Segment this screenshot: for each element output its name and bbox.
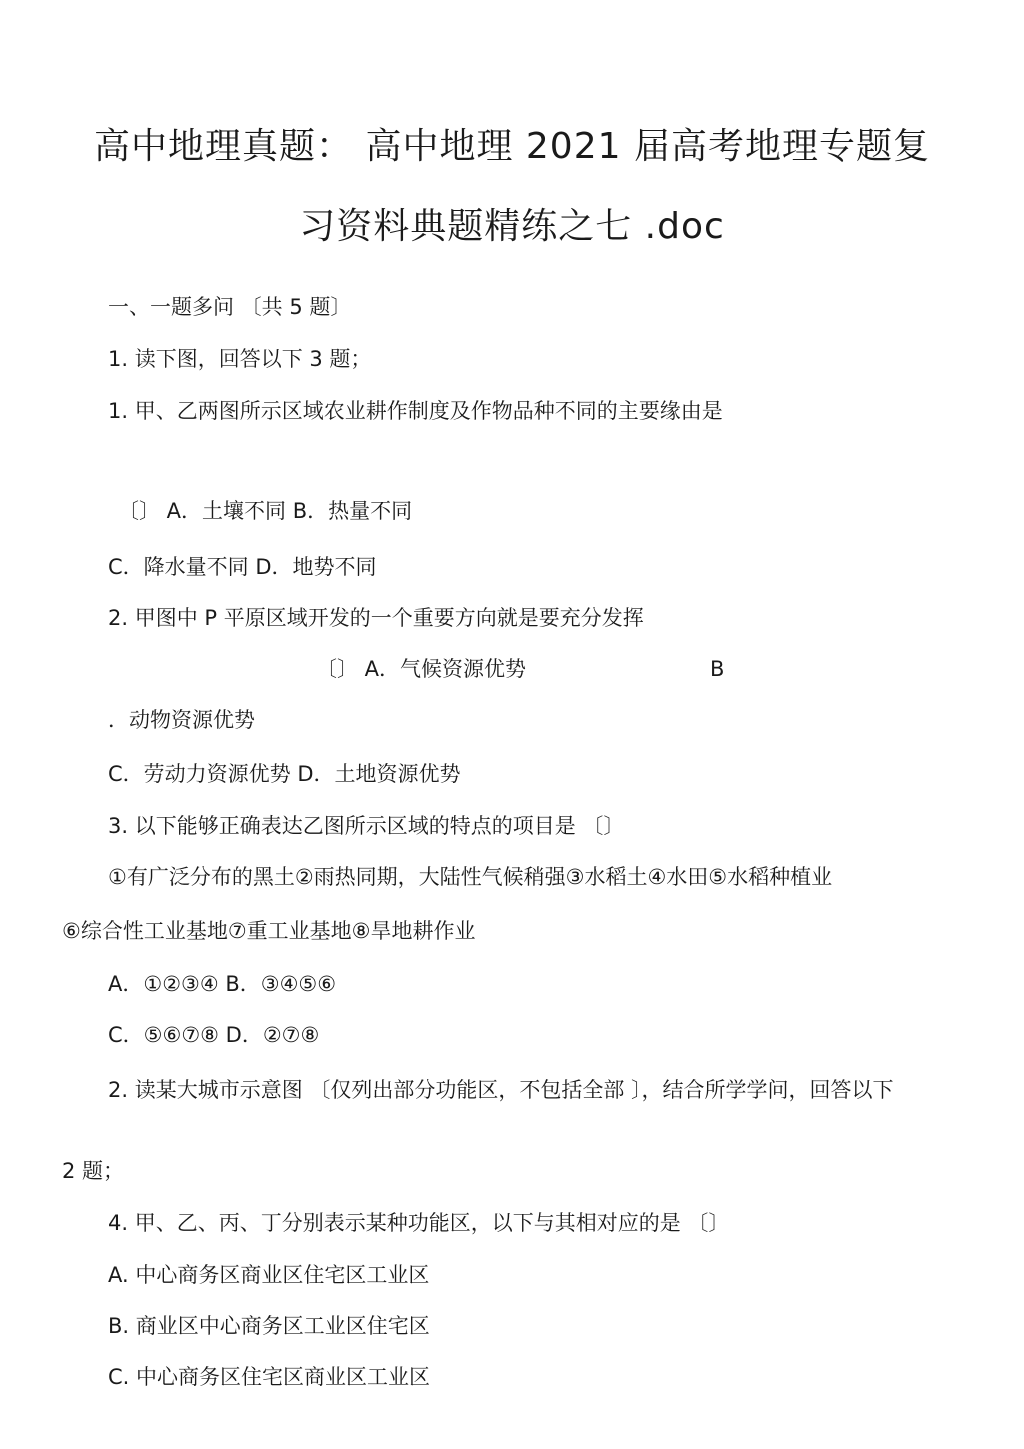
section-heading: 一、一题多问 〔共 5 题〕 — [108, 295, 352, 319]
question-2-stem: 2. 甲图中 P 平原区域开发的一个重要方向就是要充分发挥 — [108, 606, 644, 630]
question-group-2-intro: 2. 读某大城市示意图 〔仅列出部分功能区，不包括全部 〕，结合所学学问，回答以下 — [108, 1078, 894, 1102]
question-2-option-b: ．动物资源优势 — [108, 708, 255, 732]
question-group-2-intro-cont: 2 题； — [62, 1159, 125, 1183]
question-1-stem: 1. 甲、乙两图所示区域农业耕作制度及作物品种不同的主要缘由是 — [108, 399, 723, 423]
document-title-line-2: 习资料典题精练之七 .doc — [299, 206, 725, 247]
question-3-stem: 3. 以下能够正确表达乙图所示区域的特点的项目是 〔〕 — [108, 814, 625, 838]
question-4-option-c: C. 中心商务区住宅区商业区工业区 — [108, 1365, 431, 1389]
question-3-options-ab: A．①②③④ B．③④⑤⑥ — [108, 972, 337, 996]
question-4-option-a: A. 中心商务区商业区住宅区工业区 — [108, 1263, 430, 1287]
question-group-1-intro: 1. 读下图，回答以下 3 题； — [108, 347, 372, 371]
question-2-options-cd: C．劳动力资源优势 D．土地资源优势 — [108, 762, 461, 786]
question-2-option-b-letter: B — [710, 657, 725, 681]
question-3-items-line-1: ①有广泛分布的黑土②雨热同期，大陆性气候稍强③水稻土④水田⑤水稻种植业 — [108, 865, 833, 889]
question-2-option-a: 〔〕 A．气候资源优势 — [316, 657, 527, 681]
question-4-stem: 4. 甲、乙、丙、丁分别表示某种功能区，以下与其相对应的是 〔〕 — [108, 1211, 730, 1235]
question-3-items-line-2: ⑥综合性工业基地⑦重工业基地⑧旱地耕作业 — [62, 919, 476, 943]
question-4-option-b: B. 商业区中心商务区工业区住宅区 — [108, 1314, 430, 1338]
question-3-options-cd: C．⑤⑥⑦⑧ D．②⑦⑧ — [108, 1023, 320, 1047]
question-1-options-cd: C．降水量不同 D．地势不同 — [108, 555, 377, 579]
question-1-options-ab: 〔〕 A．土壤不同 B．热量不同 — [118, 499, 413, 523]
document-title-line-1: 高中地理真题： 高中地理 2021 届高考地理专题复 — [94, 126, 930, 167]
